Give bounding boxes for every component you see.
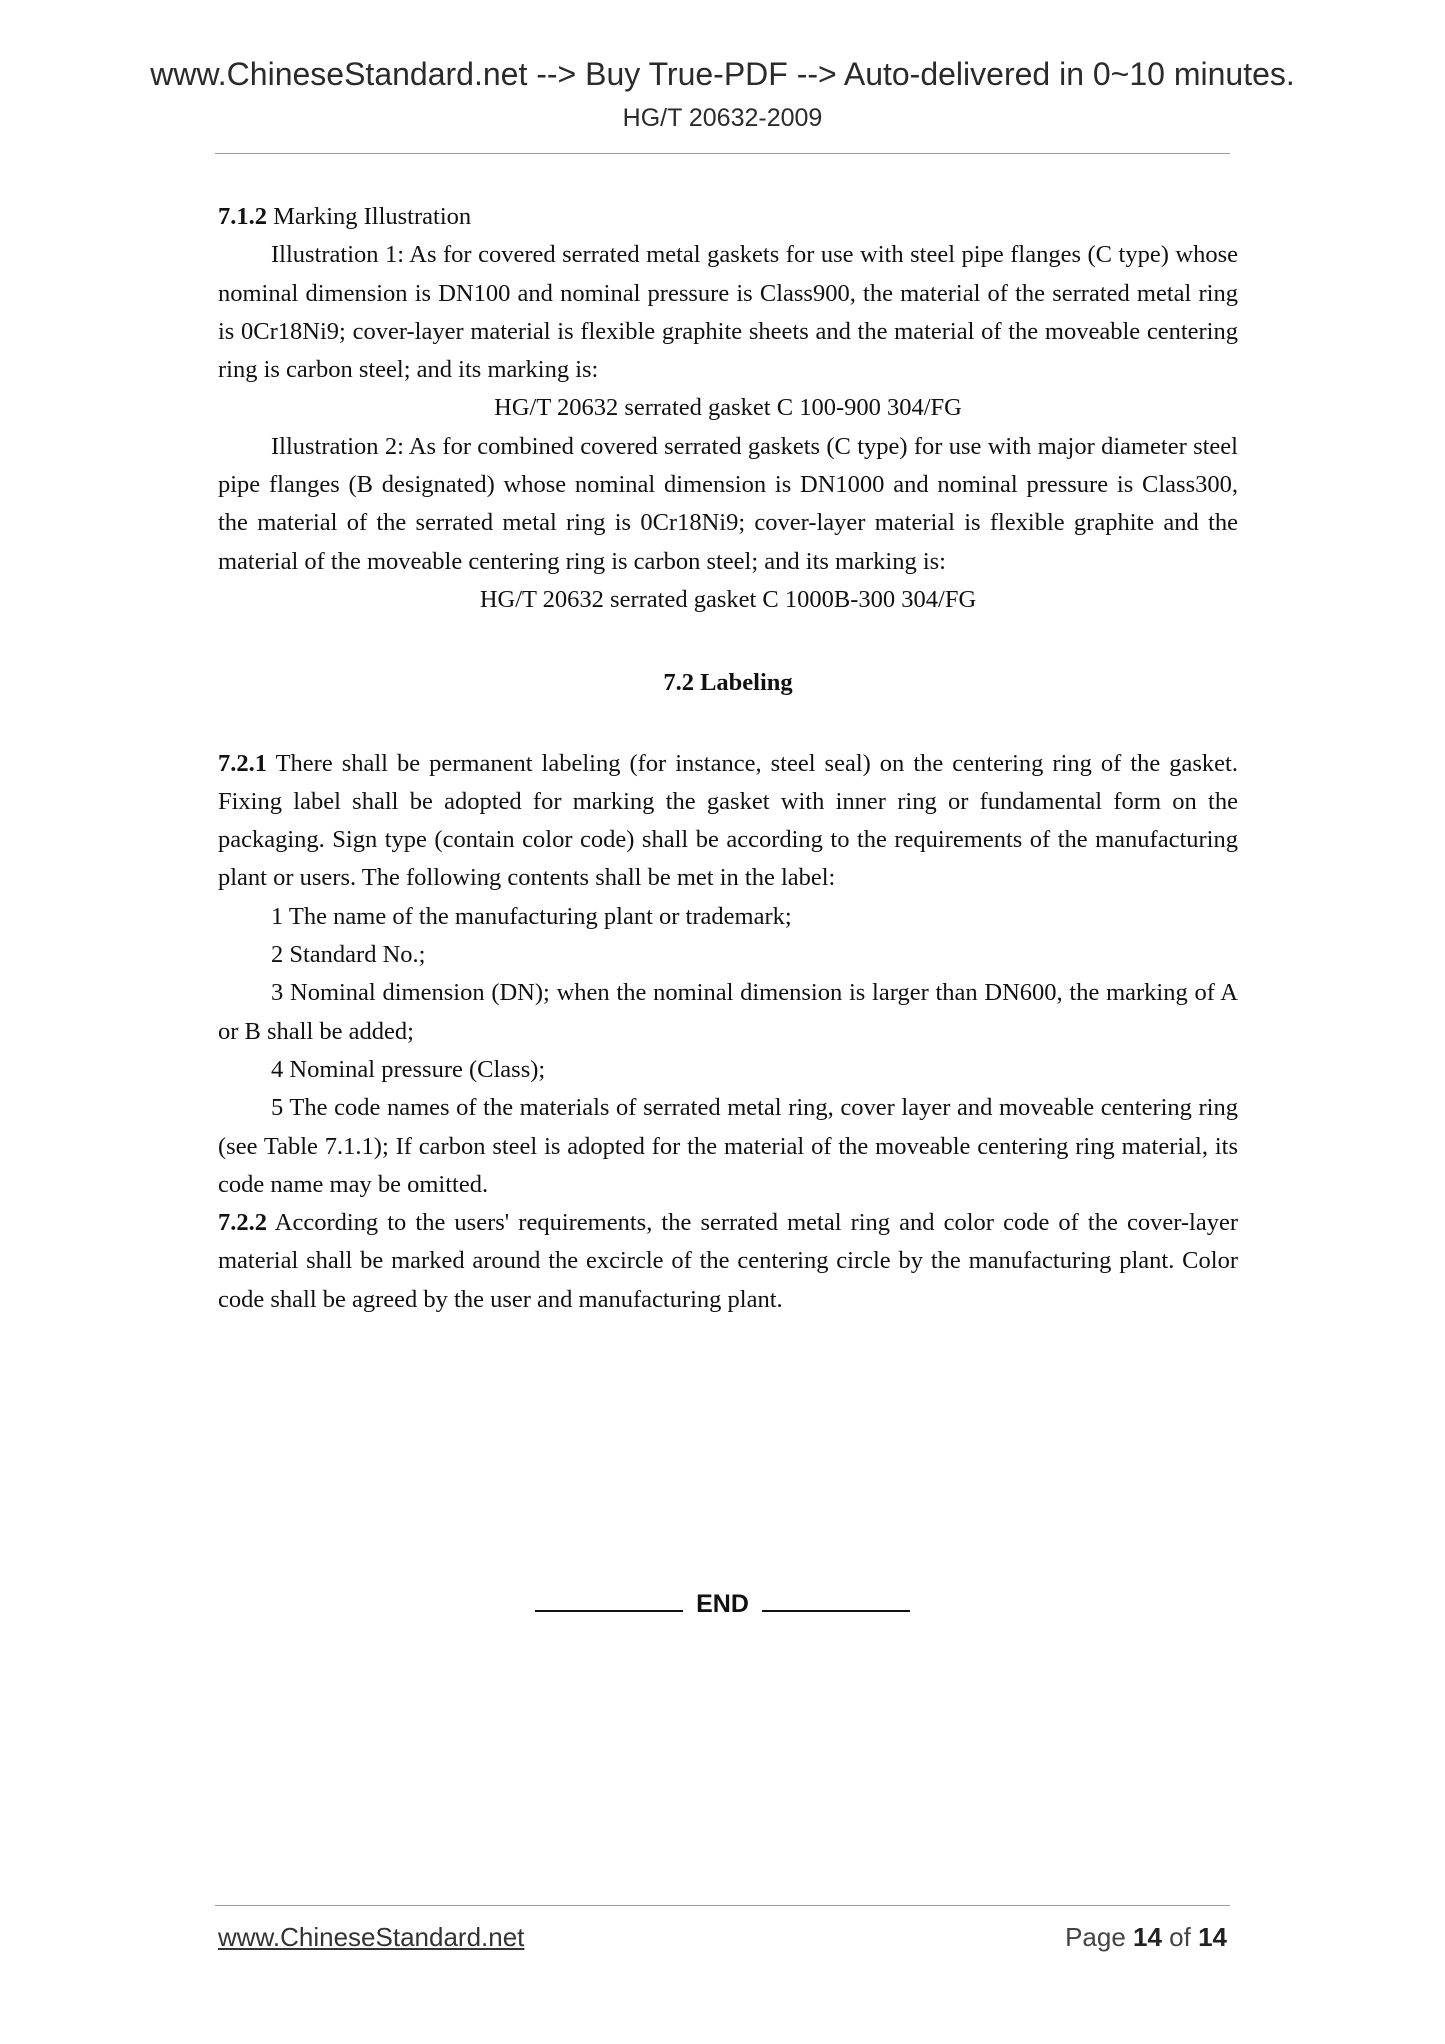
marking-example-2: HG/T 20632 serrated gasket C 1000B-300 304/FG (479, 585, 977, 613)
page-prefix: Page (1065, 1922, 1134, 1952)
end-underline-right (762, 1609, 910, 1612)
section-7-1-2-heading (218, 198, 1238, 236)
section-7-2-heading: 7.2 Labeling (663, 669, 793, 697)
illustration-1-paragraph: Illustration 1: As for covered serrated metal gaskets for use with steel pipe flanges (C type) whose nominal dimension is DN100 and nominal pressure is Class900, the material of the serrated metal ring is 0Cr18Ni9; cover-layer material is flexible graphite sheets and the material of the moveable centering ring is carbon steel; and its marking is: (218, 241, 1238, 384)
document-id: HG/T 20632-2009 (622, 104, 823, 132)
label-content-item: 4 Nominal pressure (Class); (271, 1055, 546, 1083)
label-content-item: 1 The name of the manufacturing plant or trademark; (271, 902, 792, 930)
end-marker (0, 1590, 1445, 1619)
section-7-2-1-paragraph (218, 745, 1238, 898)
header-banner: www.ChineseStandard.net --> Buy True-PDF --> Auto-delivered in 0~10 minutes. (150, 56, 1295, 92)
section-number: 7.2.1 (218, 749, 267, 777)
total-pages: 14 (1198, 1922, 1227, 1952)
end-underline-left (535, 1609, 683, 1612)
section-title: Marking Illustration (267, 203, 472, 230)
header-divider (215, 153, 1230, 154)
spacer (218, 703, 1238, 745)
section-7-2-2-paragraph (218, 1204, 1238, 1319)
footer-website-link[interactable]: www.ChineseStandard.net (218, 1922, 525, 1952)
label-content-item: 2 Standard No.; (271, 941, 426, 969)
section-text: There shall be permanent labeling (for instance, steel seal) on the centering ring of the gasket. Fixing label shall be adopted for marking the gasket with inner ring or fundamental form on the packaging. Sign type (contain color code) shall be according to the requirements of the manufacturing plant or users. The following contents shall be met in the label: (218, 749, 1238, 892)
page-indicator (1065, 1922, 1227, 1953)
label-content-item: 3 Nominal dimension (DN); when the nominal dimension is larger than DN600, the marking of A or B shall be added; (218, 979, 1238, 1045)
section-number: 7.2.2 (218, 1209, 267, 1237)
footer-divider (215, 1905, 1230, 1906)
marking-example-1: HG/T 20632 serrated gasket C 100-900 304/FG (494, 394, 962, 422)
page-of: of (1161, 1922, 1199, 1952)
current-page: 14 (1133, 1922, 1162, 1952)
illustration-2-paragraph: Illustration 2: As for combined covered serrated gaskets (C type) for use with major diameter steel pipe flanges (B designated) whose nominal dimension is DN1000 and nominal pressure is Class300, the material of the serrated metal ring is 0Cr18Ni9; cover-layer material is flexible graphite and the material of the moveable centering ring is carbon steel; and its marking is: (218, 432, 1238, 575)
spacer (218, 619, 1238, 664)
label-content-item: 5 The code names of the materials of serrated metal ring, cover layer and moveable centering ring (see Table 7.1.1); If carbon steel is adopted for the material of the moveable centering ring material, its code name may be omitted. (218, 1094, 1238, 1198)
document-body (218, 198, 1238, 1319)
section-number: 7.1.2 (218, 203, 267, 230)
end-label: END (696, 1590, 749, 1618)
section-text: According to the users' requirements, the serrated metal ring and color code of the cover-layer material shall be marked around the excircle of the centering circle by the manufacturing plant. Color code shall be agreed by the user and manufacturing plant. (218, 1209, 1238, 1313)
